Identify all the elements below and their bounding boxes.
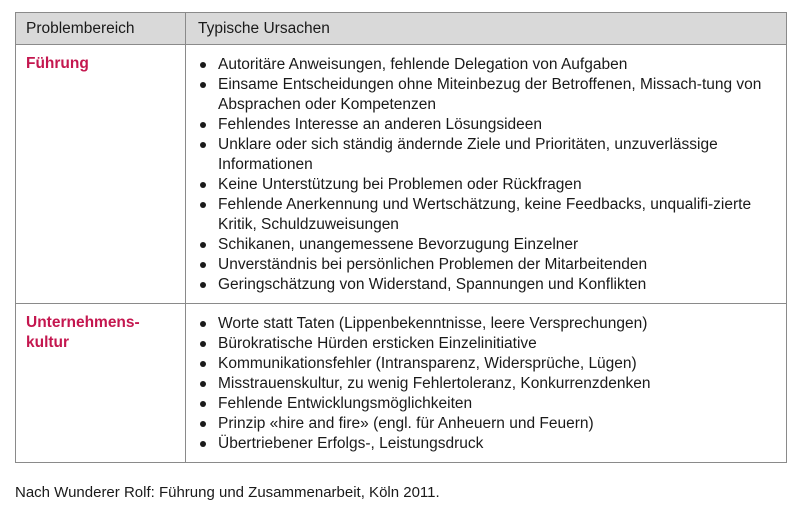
list-item: Prinzip «hire and fire» (engl. für Anheuern und Feuern) (198, 414, 776, 434)
list-item: Autoritäre Anweisungen, fehlende Delegation von Aufgaben (198, 55, 776, 75)
causes-list-fuehrung (198, 45, 776, 303)
list-item: Übertriebener Erfolgs-, Leistungsdruck (198, 434, 776, 454)
table-row-fuehrung (16, 44, 786, 303)
list-item: Fehlende Anerkennung und Wertschätzung, keine Feedbacks, unqualifi-​zierte Kritik, Schuldzuweisungen (198, 195, 776, 235)
list-item: Unverständnis bei persönlichen Problemen der Mitarbeitenden (198, 255, 776, 275)
list-item: Fehlendes Interesse an anderen Lösungsideen (198, 115, 776, 135)
header-label-problembereich: Problembereich (26, 19, 135, 37)
list-item: Misstrauenskultur, zu wenig Fehlertoleranz, Konkurrenzdenken (198, 374, 776, 394)
area-cell (16, 304, 186, 462)
table-header-row (16, 13, 786, 44)
causes-cell (186, 304, 786, 462)
causes-cell (186, 45, 786, 303)
source-citation: Nach Wunderer Rolf: Führung und Zusammenarbeit, Köln 2011. (15, 484, 440, 501)
list-item: Kommunikationsfehler (Intransparenz, Widersprüche, Lügen) (198, 354, 776, 374)
area-label-fuehrung: Führung (26, 55, 89, 72)
list-item: Worte statt Taten (Lippenbekenntnisse, leere Versprechungen) (198, 314, 776, 334)
causes-list-unternehmenskultur (198, 304, 776, 462)
list-item: Bürokratische Hürden ersticken Einzelinitiative (198, 334, 776, 354)
list-item: Fehlende Entwicklungsmöglichkeiten (198, 394, 776, 414)
table-row-unternehmenskultur (16, 303, 786, 462)
area-cell (16, 45, 186, 303)
area-label-unternehmenskultur: Unternehmens-​kultur (26, 314, 140, 351)
list-item: Schikanen, unangemessene Bevorzugung Einzelner (198, 235, 776, 255)
header-label-ursachen: Typische Ursachen (198, 19, 330, 37)
header-cell-problembereich (16, 13, 186, 44)
list-item: Einsame Entscheidungen ohne Miteinbezug der Betroffenen, Missach-​tung von Absprachen oder Kompetenzen (198, 75, 776, 115)
list-item: Keine Unterstützung bei Problemen oder Rückfragen (198, 175, 776, 195)
header-cell-ursachen (186, 13, 786, 44)
list-item: Unklare oder sich ständig ändernde Ziele und Prioritäten, unzuverlässige Informationen (198, 135, 776, 175)
causes-table (15, 12, 787, 463)
list-item: Geringschätzung von Widerstand, Spannungen und Konflikten (198, 275, 776, 295)
